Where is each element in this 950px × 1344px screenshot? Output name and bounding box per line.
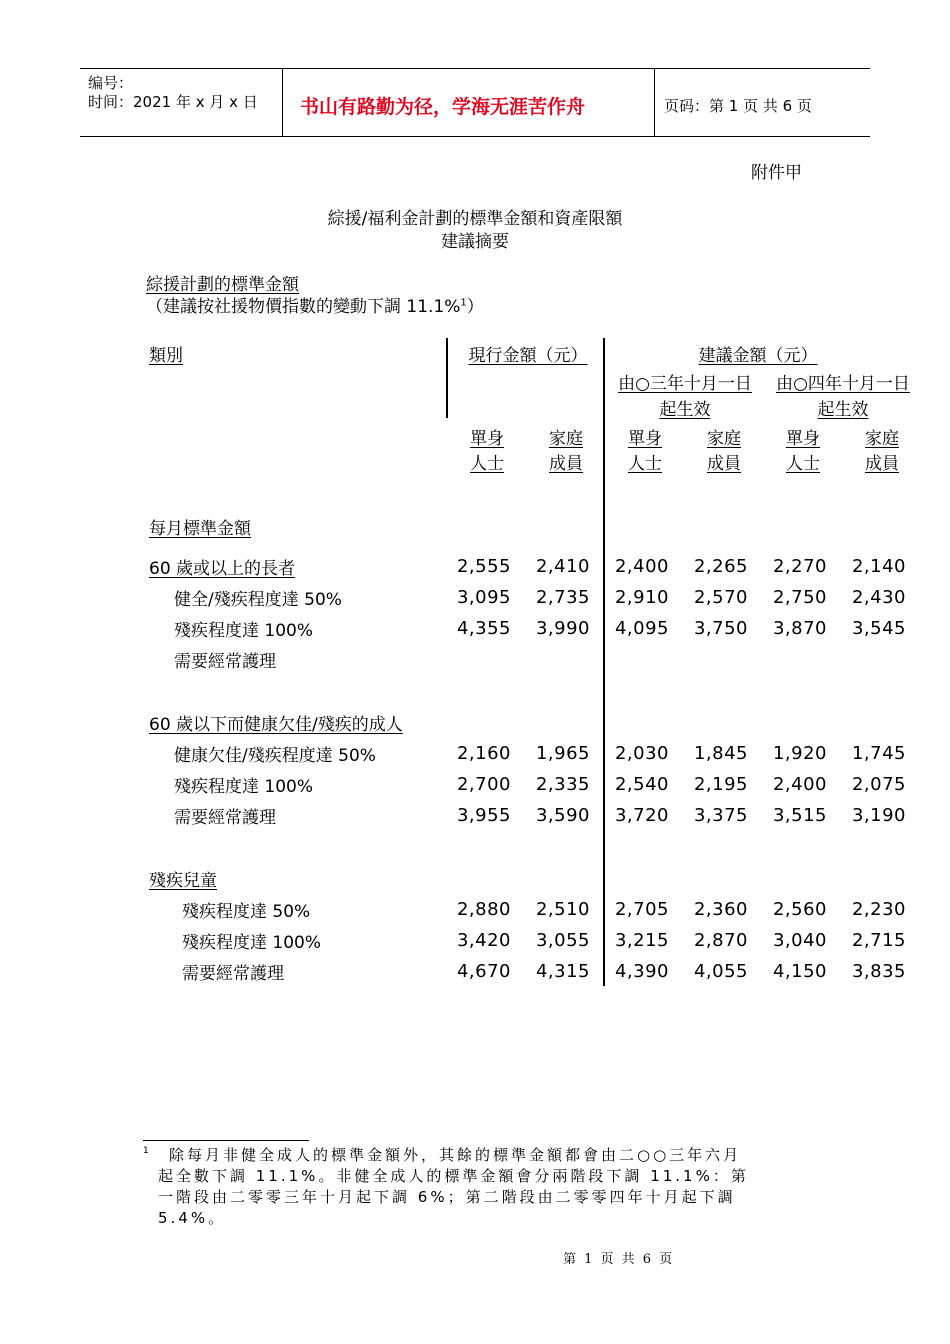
group-title: 殘疾兒童 xyxy=(149,871,217,891)
doc-title: 綜援/福利金計劃的標準金額和資產限額 xyxy=(327,209,623,229)
period1-line1: 由○三年十月一日 xyxy=(618,374,752,394)
period2-line1: 由○四年十月一日 xyxy=(776,374,910,394)
value-cell: 2,030 xyxy=(614,743,669,764)
value-cell: 3,590 xyxy=(535,805,590,826)
value-cell: 4,390 xyxy=(614,961,669,982)
value-cell: 3,375 xyxy=(693,805,748,826)
value-cell: 2,265 xyxy=(693,556,748,577)
footnote-line-3: 一階段由二零零三年十月起下調 6%；第二階段由二零零四年十月起下調 xyxy=(158,1188,736,1206)
value-cell: 3,420 xyxy=(456,930,511,951)
section-subtitle xyxy=(146,292,484,317)
value-cell: 1,965 xyxy=(535,743,590,764)
value-cell: 2,870 xyxy=(693,930,748,951)
value-cell: 4,315 xyxy=(535,961,590,982)
header-divider-right xyxy=(654,68,655,136)
value-cell: 2,735 xyxy=(535,587,590,608)
row-label: 需要經常護理 xyxy=(182,964,284,984)
value-cell: 1,745 xyxy=(851,743,906,764)
section-title: 綜援計劃的標準金額 xyxy=(146,275,299,295)
value-cell: 4,355 xyxy=(456,618,511,639)
value-cell: 2,160 xyxy=(456,743,511,764)
value-cell: 2,195 xyxy=(693,774,748,795)
value-cell: 3,870 xyxy=(772,618,827,639)
section-subtitle-text: （建議按社援物價指數的變動下調 11.1% xyxy=(146,297,461,317)
current-family-header-2: 成員 xyxy=(549,454,583,474)
current-single-header-1: 單身 xyxy=(470,429,504,449)
footnote-line-4: 5.4%。 xyxy=(158,1209,227,1227)
value-cell: 4,095 xyxy=(614,618,669,639)
value-cell: 3,215 xyxy=(614,930,669,951)
category-header: 類別 xyxy=(149,346,183,366)
header-number-label: 编号： xyxy=(88,74,134,92)
value-cell: 3,095 xyxy=(456,587,511,608)
row-label: 殘疾程度達 100% xyxy=(174,621,314,641)
p2-single-header-1: 單身 xyxy=(786,429,820,449)
footnote-rule xyxy=(143,1140,309,1141)
value-cell: 3,040 xyxy=(772,930,827,951)
row-label: 健康欠佳/殘疾程度達 50% xyxy=(174,746,376,766)
value-cell: 2,400 xyxy=(614,556,669,577)
value-cell: 4,670 xyxy=(456,961,511,982)
attachment-label: 附件甲 xyxy=(751,163,802,183)
value-cell: 2,075 xyxy=(851,774,906,795)
period1-line2: 起生效 xyxy=(659,400,711,420)
value-cell: 2,540 xyxy=(614,774,669,795)
header-divider-left xyxy=(282,68,283,136)
category-divider xyxy=(446,338,448,418)
value-cell: 2,510 xyxy=(535,899,590,920)
value-cell: 2,410 xyxy=(535,556,590,577)
header-page-info: 页码：第 1 页 共 6 页 xyxy=(664,97,812,115)
row-label: 殘疾程度達 50% xyxy=(182,902,311,922)
value-cell: 3,720 xyxy=(614,805,669,826)
value-cell: 2,910 xyxy=(614,587,669,608)
value-cell: 2,700 xyxy=(456,774,511,795)
row-label: 需要經常護理 xyxy=(174,652,276,672)
value-cell: 2,335 xyxy=(535,774,590,795)
proposed-amount-header: 建議金額（元） xyxy=(698,346,818,366)
period2-line2: 起生效 xyxy=(817,400,869,420)
value-cell: 2,555 xyxy=(456,556,511,577)
p1-family-header-2: 成員 xyxy=(707,454,741,474)
value-cell: 2,880 xyxy=(456,899,511,920)
value-cell: 2,715 xyxy=(851,930,906,951)
value-cell: 2,570 xyxy=(693,587,748,608)
section-subtitle-end: ） xyxy=(466,297,484,317)
value-cell: 3,835 xyxy=(851,961,906,982)
value-cell: 4,055 xyxy=(693,961,748,982)
group-title: 60 歲以下而健康欠佳/殘疾的成人 xyxy=(149,715,403,735)
value-cell: 3,955 xyxy=(456,805,511,826)
group-title: 60 歲或以上的長者 xyxy=(149,559,296,579)
p2-family-header-1: 家庭 xyxy=(865,429,899,449)
row-label: 健全/殘疾程度達 50% xyxy=(174,590,342,610)
current-amount-header: 現行金額（元） xyxy=(468,346,588,366)
current-proposed-divider xyxy=(603,338,605,986)
row-label: 需要經常護理 xyxy=(174,808,276,828)
value-cell: 1,920 xyxy=(772,743,827,764)
value-cell: 2,360 xyxy=(693,899,748,920)
page-footer: 第 1 页 共 6 页 xyxy=(563,1252,675,1267)
value-cell: 2,270 xyxy=(772,556,827,577)
header-top-rule xyxy=(80,68,870,69)
value-cell: 2,750 xyxy=(772,587,827,608)
footnote-line-1: 除每月非健全成人的標準金額外，其餘的標準金額都會由二○○三年六月 xyxy=(169,1146,742,1164)
value-cell: 4,150 xyxy=(772,961,827,982)
current-single-header-2: 人士 xyxy=(470,454,504,474)
footnote-line-2: 起全數下調 11.1%。非健全成人的標準金額會分兩階段下調 11.1%：第 xyxy=(158,1167,749,1185)
footnote-ref: 1 xyxy=(460,297,467,309)
p1-single-header-1: 單身 xyxy=(628,429,662,449)
header-time-label: 时间：2021 年 x 月 x 日 xyxy=(88,93,258,111)
p2-family-header-2: 成員 xyxy=(865,454,899,474)
value-cell: 3,990 xyxy=(535,618,590,639)
footnote-marker: 1 xyxy=(143,1146,149,1156)
value-cell: 3,515 xyxy=(772,805,827,826)
value-cell: 2,230 xyxy=(851,899,906,920)
doc-subtitle: 建議摘要 xyxy=(441,232,509,252)
value-cell: 2,560 xyxy=(772,899,827,920)
value-cell: 3,545 xyxy=(851,618,906,639)
row-label: 殘疾程度達 100% xyxy=(182,933,322,953)
header-bottom-rule xyxy=(80,136,870,137)
value-cell: 3,055 xyxy=(535,930,590,951)
value-cell: 3,190 xyxy=(851,805,906,826)
value-cell: 2,140 xyxy=(851,556,906,577)
p2-single-header-2: 人士 xyxy=(786,454,820,474)
p1-single-header-2: 人士 xyxy=(628,454,662,474)
monthly-standard-heading: 每月標準金額 xyxy=(149,519,251,539)
value-cell: 3,750 xyxy=(693,618,748,639)
value-cell: 2,705 xyxy=(614,899,669,920)
header-motto: 书山有路勤为径，学海无涯苦作舟 xyxy=(300,96,586,118)
p1-family-header-1: 家庭 xyxy=(707,429,741,449)
value-cell: 1,845 xyxy=(693,743,748,764)
current-family-header-1: 家庭 xyxy=(549,429,583,449)
value-cell: 2,400 xyxy=(772,774,827,795)
value-cell: 2,430 xyxy=(851,587,906,608)
row-label: 殘疾程度達 100% xyxy=(174,777,314,797)
